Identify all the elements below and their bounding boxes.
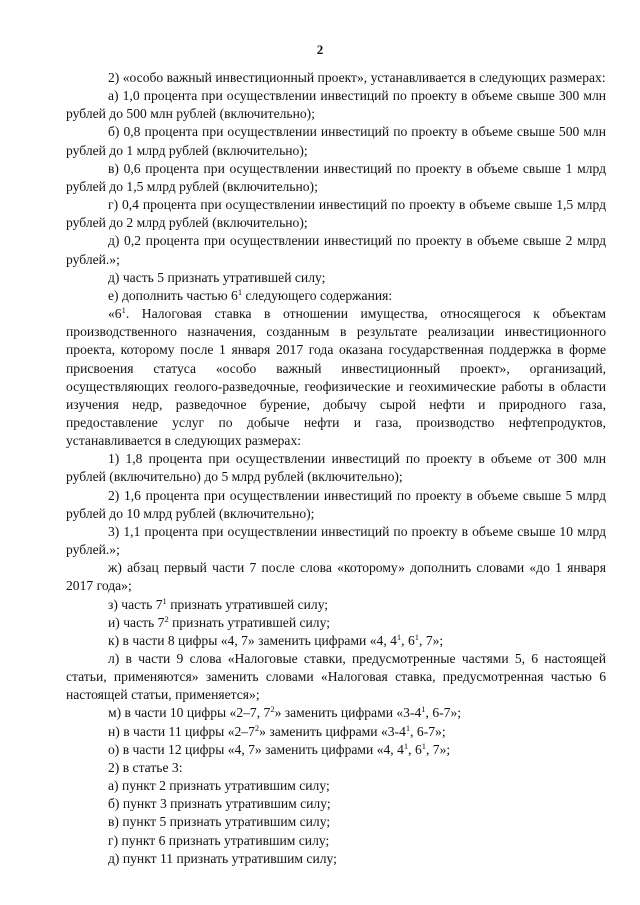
paragraph: б) пункт 3 признать утратившим силу; bbox=[108, 796, 331, 812]
paragraph: о) в части 12 цифры «4, 7» заменить цифрами «4, $4^1$, $6^1$, 7»; bbox=[108, 740, 451, 757]
paragraph: д) часть 5 признать утратившей силу; bbox=[108, 269, 326, 285]
paragraph: 2) в статье 3: bbox=[108, 759, 183, 775]
document-body bbox=[66, 69, 606, 868]
paragraph: в) 0,6 процента при осуществлении инвестиций по проекту в объеме свыше 1 млрд рублей до 1,5 млрд рублей (включительно); bbox=[66, 160, 606, 194]
paragraph: ж) абзац первый части 7 после слова «которому» дополнить словами «до 1 января 2017 года»; bbox=[66, 560, 606, 594]
paragraph: з) часть $7^1$ признать утратившей силу; bbox=[108, 595, 329, 612]
paragraph: а) 1,0 процента при осуществлении инвестиций по проекту в объеме свыше 300 млн рублей до 500 млн рублей (включительно); bbox=[66, 88, 606, 122]
paragraph: б) 0,8 процента при осуществлении инвестиций по проекту в объеме свыше 500 млн рублей до 1 млрд рублей (включительно); bbox=[66, 124, 606, 158]
paragraph: и) часть $7^2$ признать утратившей силу; bbox=[108, 613, 330, 630]
paragraph: д) пункт 11 признать утратившим силу; bbox=[108, 850, 337, 866]
paragraph: а) пункт 2 признать утратившим силу; bbox=[108, 778, 330, 794]
paragraph: д) 0,2 процента при осуществлении инвестиций по проекту в объеме свыше 2 млрд рублей.»; bbox=[66, 233, 606, 267]
paragraph: г) пункт 6 признать утратившим силу; bbox=[108, 832, 330, 848]
paragraph: к) в части 8 цифры «4, 7» заменить цифрами «4, $4^1$, $6^1$, 7»; bbox=[108, 631, 444, 648]
paragraph: г) 0,4 процента при осуществлении инвестиций по проекту в объеме свыше 1,5 млрд рублей до 2 млрд рублей (включительно); bbox=[66, 197, 606, 231]
paragraph: 2) «особо важный инвестиционный проект», устанавливается в следующих размерах: bbox=[108, 70, 606, 85]
paragraph: 2) 1,6 процента при осуществлении инвестиций по проекту в объеме свыше 5 млрд рублей до 10 млрд рублей (включительно); bbox=[66, 487, 606, 521]
paragraph: в) пункт 5 признать утратившим силу; bbox=[108, 814, 331, 830]
paragraph: «$6^1$. Налоговая ставка в отношении имущества, относящегося к объектам производственного назначения, созданным в результате реализации инвестиционного проекта, которому после 1 января 2017 года оказана государственная поддержка в форме присвоения статуса «особо важный инвестиционный проект», организаций, осуществляющих геолого-разведочные, геофизические и геохимические работы в области изучения недр, разведочное бурение, добычу сырой нефти и природного газа, предоставление услуг по добыче нефти и газа, производство нефтепродуктов, устанавливается в следующих размерах: bbox=[66, 305, 606, 449]
paragraph: м) в части 10 цифры «2–7, $7^2$» заменить цифрами «$3-4^1$, 6-7»; bbox=[108, 704, 462, 721]
paragraph: 3) 1,1 процента при осуществлении инвестиций по проекту в объеме свыше 10 млрд рублей.»; bbox=[66, 523, 606, 558]
page-number: 2 bbox=[316, 42, 324, 57]
paragraph: л) в части 9 слова «Налоговые ставки, предусмотренные частями 5, 6 настоящей статьи, применяются» заменить словами «Налоговая ставка, предусмотренная частью 6 настоящей статьи, применяется»; bbox=[66, 651, 606, 703]
paragraph: н) в части 11 цифры «$2-7^2$» заменить цифрами «$3-4^1$, 6-7»; bbox=[108, 722, 446, 739]
paragraph: е) дополнить частью $6^1$ следующего содержания: bbox=[108, 286, 393, 303]
paragraph: 1) 1,8 процента при осуществлении инвестиций по проекту в объеме от 300 млн рублей (включительно) до 5 млрд рублей (включительно); bbox=[66, 451, 606, 485]
